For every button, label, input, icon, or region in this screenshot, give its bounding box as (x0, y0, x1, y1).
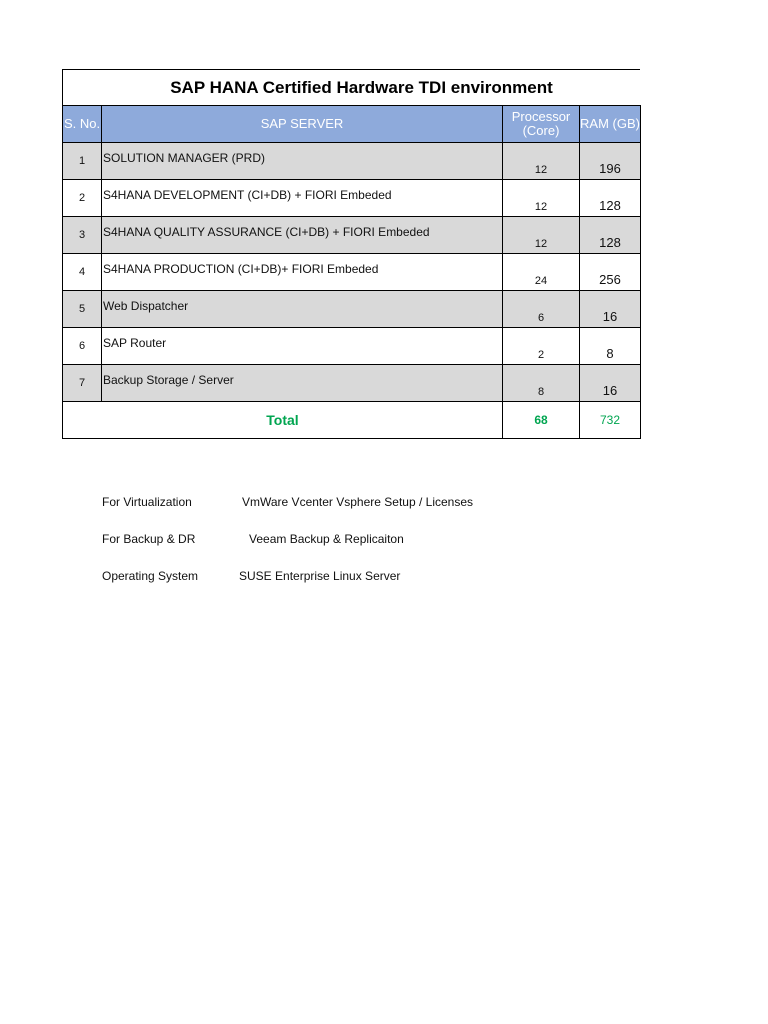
note-key: Operating System (102, 569, 199, 583)
note-value: SUSE Enterprise Linux Server (239, 569, 401, 583)
note-value: Veeam Backup & Replicaiton (249, 532, 404, 546)
cell-sno: 2 (63, 180, 102, 217)
cell-server: SAP Router (102, 328, 503, 365)
hardware-sheet (62, 69, 640, 439)
table-header-row (63, 106, 641, 143)
cell-sno: 3 (63, 217, 102, 254)
cell-processor: 6 (503, 291, 580, 328)
cell-server: SOLUTION MANAGER (PRD) (102, 143, 503, 180)
cell-server: S4HANA DEVELOPMENT (CI+DB) + FIORI Embeded (102, 180, 503, 217)
total-label: Total (63, 402, 503, 439)
table-row (63, 291, 641, 328)
note-value: VmWare Vcenter Vsphere Setup / Licenses (242, 495, 473, 509)
cell-ram: 256 (580, 254, 641, 291)
sheet-title: SAP HANA Certified Hardware TDI environment (62, 69, 640, 105)
cell-processor: 12 (503, 180, 580, 217)
cell-sno: 4 (63, 254, 102, 291)
note-key: For Virtualization (102, 495, 192, 509)
total-ram: 732 (580, 402, 641, 439)
cell-processor: 2 (503, 328, 580, 365)
hardware-table (62, 105, 641, 439)
cell-processor: 12 (503, 217, 580, 254)
cell-server: S4HANA PRODUCTION (CI+DB)+ FIORI Embeded (102, 254, 503, 291)
cell-sno: 1 (63, 143, 102, 180)
total-processor: 68 (503, 402, 580, 439)
table-row (63, 365, 641, 402)
table-row (63, 217, 641, 254)
cell-processor: 24 (503, 254, 580, 291)
cell-ram: 16 (580, 365, 641, 402)
cell-sno: 6 (63, 328, 102, 365)
total-row (63, 402, 641, 439)
cell-server: S4HANA QUALITY ASSURANCE (CI+DB) + FIORI Embeded (102, 217, 503, 254)
header-sno: S. No. (63, 106, 102, 143)
cell-processor: 8 (503, 365, 580, 402)
table-row (63, 328, 641, 365)
cell-server: Web Dispatcher (102, 291, 503, 328)
cell-ram: 128 (580, 217, 641, 254)
table-row (63, 180, 641, 217)
cell-ram: 16 (580, 291, 641, 328)
cell-ram: 196 (580, 143, 641, 180)
cell-server: Backup Storage / Server (102, 365, 503, 402)
cell-sno: 7 (63, 365, 102, 402)
cell-sno: 5 (63, 291, 102, 328)
table-row (63, 254, 641, 291)
note-key: For Backup & DR (102, 532, 196, 546)
cell-processor: 12 (503, 143, 580, 180)
cell-ram: 128 (580, 180, 641, 217)
header-processor: Processor (Core) (503, 106, 580, 143)
header-ram: RAM (GB) (580, 106, 641, 143)
header-server: SAP SERVER (102, 106, 503, 143)
cell-ram: 8 (580, 328, 641, 365)
table-row (63, 143, 641, 180)
